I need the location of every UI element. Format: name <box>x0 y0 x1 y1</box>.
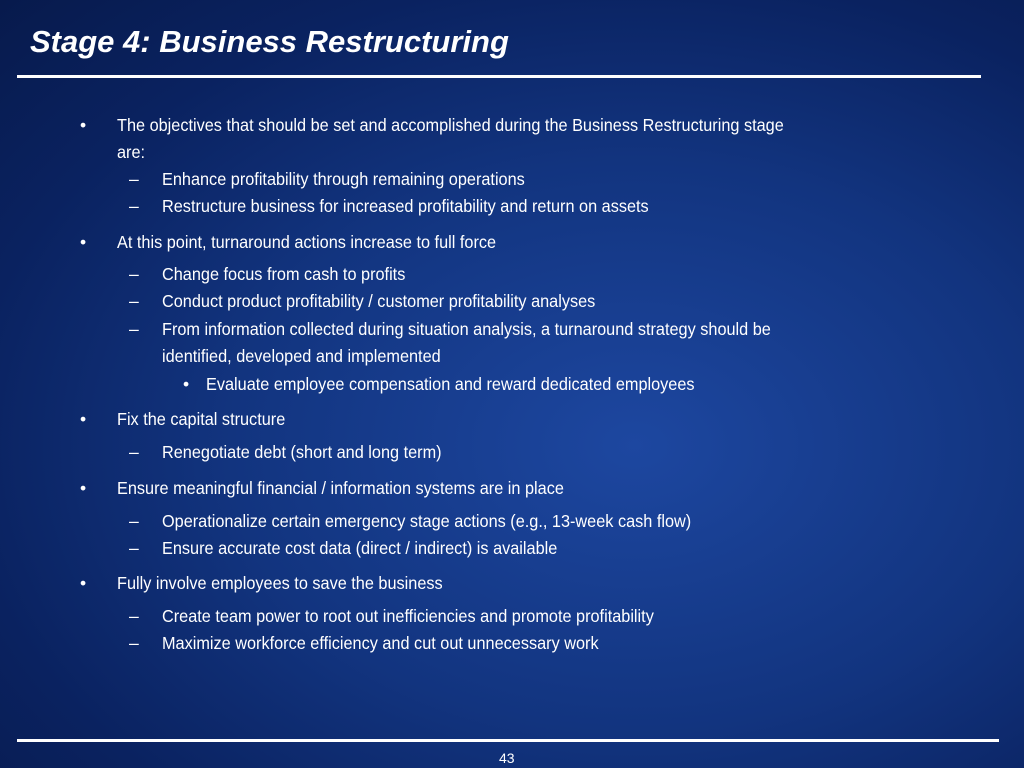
bullet-text-continuation: are: <box>117 142 146 162</box>
slide-title: Stage 4: Business Restructuring <box>30 24 509 59</box>
bullet-text: Fix the capital structure <box>117 409 286 429</box>
bullet-text: Ensure meaningful financial / information systems are in place <box>117 478 564 498</box>
sub-bullet-text: Maximize workforce efficiency and cut out unnecessary work <box>162 633 599 653</box>
sub-bullet-text: Enhance profitability through remaining operations <box>162 169 525 189</box>
dash-marker: – <box>129 319 139 339</box>
bullet-marker: • <box>80 573 87 593</box>
dash-marker: – <box>129 538 139 558</box>
sub-bullet-text: Conduct product profitability / customer profitability analyses <box>162 291 596 311</box>
dash-marker: – <box>129 511 139 531</box>
dash-marker: – <box>129 291 139 311</box>
bullet-marker: • <box>80 478 87 498</box>
sub-sub-bullet-marker: • <box>183 374 190 394</box>
sub-bullet-text: Renegotiate debt (short and long term) <box>162 442 442 462</box>
dash-marker: – <box>129 264 139 284</box>
bullet-marker: • <box>80 115 87 135</box>
sub-sub-bullet-text: Evaluate employee compensation and reward dedicated employees <box>206 374 695 394</box>
dash-marker: – <box>129 442 139 462</box>
dash-marker: – <box>129 633 139 653</box>
page-number: 43 <box>499 750 515 766</box>
sub-bullet-text: Create team power to root out inefficiencies and promote profitability <box>162 606 654 626</box>
title-divider <box>17 75 981 78</box>
dash-marker: – <box>129 196 139 216</box>
sub-bullet-text: Operationalize certain emergency stage actions (e.g., 13-week cash flow) <box>162 511 692 531</box>
bullet-text: Fully involve employees to save the business <box>117 573 443 593</box>
sub-bullet-text: Restructure business for increased profitability and return on assets <box>162 196 649 216</box>
bullet-text: At this point, turnaround actions increase to full force <box>117 232 497 252</box>
bullet-marker: • <box>80 409 87 429</box>
sub-bullet-text: From information collected during situation analysis, a turnaround strategy should be <box>162 319 771 339</box>
dash-marker: – <box>129 606 139 626</box>
footer-divider <box>17 739 999 742</box>
sub-bullet-text-continuation: identified, developed and implemented <box>162 346 441 366</box>
bullet-marker: • <box>80 232 87 252</box>
sub-bullet-text: Change focus from cash to profits <box>162 264 406 284</box>
dash-marker: – <box>129 169 139 189</box>
bullet-text: The objectives that should be set and accomplished during the Business Restructuring stage <box>117 115 784 135</box>
sub-bullet-text: Ensure accurate cost data (direct / indirect) is available <box>162 538 558 558</box>
